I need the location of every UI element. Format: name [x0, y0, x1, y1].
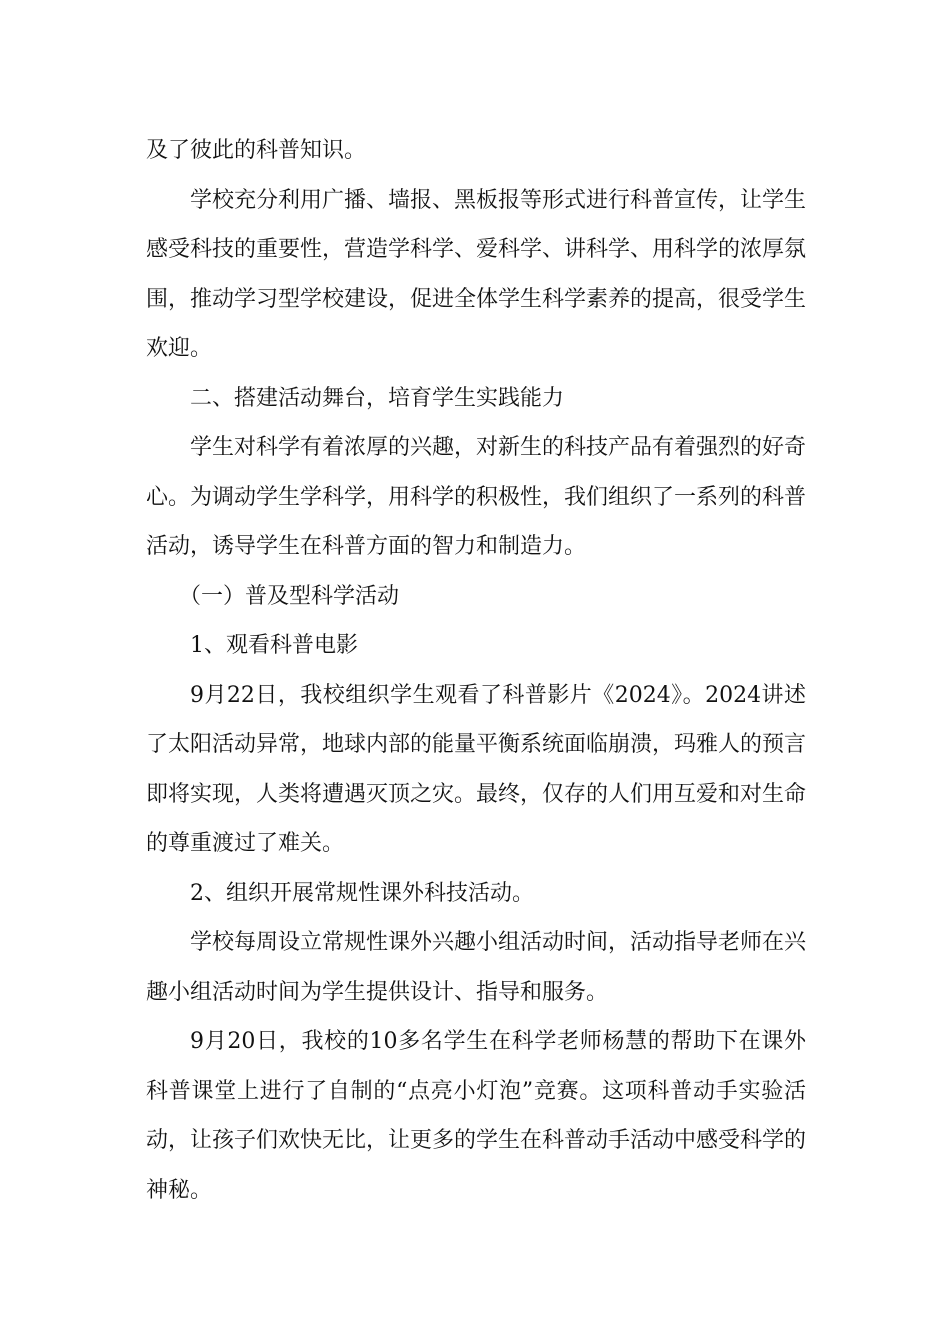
paragraph-interest: 学生对科学有着浓厚的兴趣，对新生的科技产品有着强烈的好奇心。为调动学生学科学，用科学的积极性，我们组织了一系列的科普活动，诱导学生在科普方面的智力和制造力。 [146, 435, 807, 559]
section-heading-two: 二、搭建活动舞台，培育学生实践能力 [190, 385, 565, 411]
paragraph-publicity: 学校充分利用广播、墙报、黑板报等形式进行科普宣传，让学生感受科技的重要性，营造学科学、爱科学、讲科学、用科学的浓厚氛围，推动学习型学校建设，促进全体学生科学素养的提高，很受学生欢迎。 [146, 187, 807, 361]
paragraph-light-bulb-contest: 9月20日，我校的10多名学生在科学老师杨慧的帮助下在课外科普课堂上进行了自制的“点亮小灯泡”竞赛。这项科普动手实验活动，让孩子们欢快无比，让更多的学生在科普动手活动中感受科学的神秘。 [146, 1029, 807, 1203]
document-body [146, 126, 806, 1215]
subsection-heading-one: （一）普及型科学活动 [179, 583, 400, 609]
paragraph-weekly-groups: 学校每周设立常规性课外兴趣小组活动时间，活动指导老师在兴趣小组活动时间为学生提供设计、指导和服务。 [146, 930, 807, 1005]
item-heading-movie: 1、观看科普电影 [190, 633, 358, 658]
item-heading-activities: 2、组织开展常规性课外科技活动。 [190, 880, 534, 906]
paragraph-continuation: 及了彼此的科普知识。 [146, 138, 367, 163]
paragraph-movie: 9月22日，我校组织学生观看了科普影片《2024》。2024讲述了太阳活动异常，地球内部的能量平衡系统面临崩溃，玛雅人的预言即将实现，人类将遭遇灭顶之灾。最终，仅存的人们用互爱和对生命的尊重渡过了难关。 [146, 682, 807, 856]
